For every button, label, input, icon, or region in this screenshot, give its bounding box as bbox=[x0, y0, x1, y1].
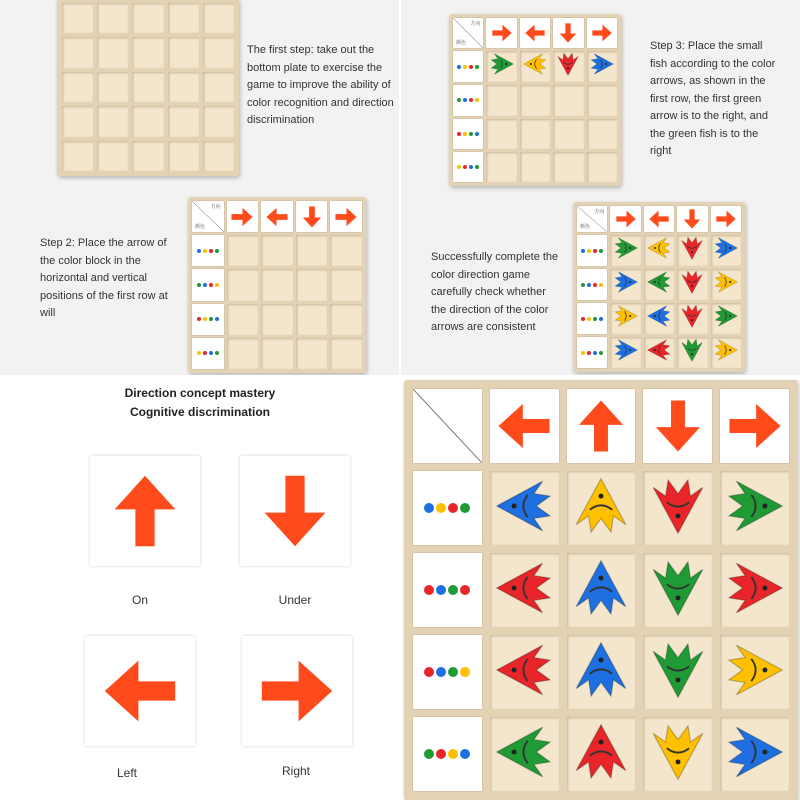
dot-yellow bbox=[197, 351, 201, 355]
corner-card bbox=[413, 389, 482, 463]
dot-red bbox=[587, 351, 591, 355]
board-cell bbox=[227, 235, 259, 266]
direction-card bbox=[720, 389, 789, 463]
color-dots bbox=[424, 585, 470, 595]
direction-card bbox=[643, 389, 712, 463]
fish-piece-green bbox=[724, 475, 786, 542]
right-arrow-card bbox=[242, 636, 352, 746]
color-dots bbox=[581, 317, 603, 321]
direction-card bbox=[486, 18, 516, 48]
board-cell bbox=[261, 338, 293, 369]
board-cell bbox=[227, 304, 259, 335]
color-card bbox=[453, 119, 483, 149]
board-cell bbox=[643, 717, 712, 791]
dot-blue bbox=[593, 351, 597, 355]
dot-red bbox=[469, 98, 473, 102]
fish-piece-red bbox=[679, 269, 705, 300]
dot-blue bbox=[215, 317, 219, 321]
arrow-down-icon bbox=[649, 397, 707, 455]
fish-piece-yellow bbox=[724, 639, 786, 706]
color-dots bbox=[197, 351, 219, 355]
down-arrow-card bbox=[240, 456, 350, 566]
dot-yellow bbox=[203, 317, 207, 321]
dot-green bbox=[599, 249, 603, 253]
color-card bbox=[577, 303, 607, 334]
fish-piece-red bbox=[679, 235, 705, 266]
dot-blue bbox=[463, 98, 467, 102]
dot-red bbox=[593, 283, 597, 287]
dot-red bbox=[424, 667, 434, 677]
board-cell bbox=[677, 303, 707, 334]
board-cell bbox=[490, 471, 559, 545]
empty-board bbox=[57, 0, 239, 176]
arrow-up-icon bbox=[572, 397, 630, 455]
fish-piece-blue bbox=[570, 639, 632, 706]
fish-piece-red bbox=[647, 475, 709, 542]
board-cell bbox=[203, 37, 234, 67]
board-cell bbox=[711, 269, 741, 300]
dot-yellow bbox=[463, 132, 467, 136]
board-cell bbox=[62, 37, 93, 67]
dot-green bbox=[599, 351, 603, 355]
board-cell bbox=[553, 85, 583, 115]
left-arrow-card bbox=[85, 636, 195, 746]
arrow-right-icon bbox=[334, 205, 358, 229]
board-cell bbox=[643, 553, 712, 627]
fish-piece-blue bbox=[713, 235, 739, 266]
color-dots bbox=[581, 283, 603, 287]
board-cell bbox=[330, 235, 362, 266]
dot-green bbox=[460, 503, 470, 513]
color-card bbox=[577, 235, 607, 266]
step-one-caption: The first step: take out the bottom plate to exercise the game to improve the ability of color recognition and direction discrimination bbox=[247, 44, 394, 126]
dot-yellow bbox=[581, 351, 585, 355]
color-card bbox=[413, 635, 482, 709]
dot-blue bbox=[424, 503, 434, 513]
dot-green bbox=[215, 351, 219, 355]
color-dots bbox=[197, 249, 219, 253]
color-card bbox=[192, 338, 224, 369]
dot-green bbox=[448, 667, 458, 677]
color-card bbox=[413, 471, 482, 545]
fish-piece-yellow bbox=[613, 303, 639, 334]
fish-piece-red bbox=[493, 639, 555, 706]
board-cell bbox=[62, 106, 93, 136]
fish-piece-blue bbox=[724, 721, 786, 788]
corner-label-color: 颜色 bbox=[456, 40, 467, 47]
arrow-right-icon bbox=[491, 22, 513, 44]
board-cell bbox=[677, 337, 707, 368]
arrow-right-icon bbox=[230, 205, 254, 229]
board-cell bbox=[132, 106, 163, 136]
color-card bbox=[192, 269, 224, 300]
arrow-right-icon bbox=[726, 397, 784, 455]
dot-green bbox=[424, 749, 434, 759]
board-cell bbox=[227, 338, 259, 369]
board-cell bbox=[203, 106, 234, 136]
board-cell bbox=[520, 119, 550, 149]
dot-blue bbox=[581, 249, 585, 253]
fish-piece-red bbox=[555, 51, 581, 82]
dot-red bbox=[593, 249, 597, 253]
arrow-down-icon bbox=[255, 471, 335, 551]
board-cell bbox=[168, 37, 199, 67]
board-cell bbox=[720, 717, 789, 791]
fish-piece-green bbox=[646, 269, 672, 300]
board-cell bbox=[203, 141, 234, 171]
board-cell bbox=[296, 235, 328, 266]
board-cell bbox=[330, 304, 362, 335]
board-cell bbox=[261, 304, 293, 335]
dot-blue bbox=[197, 249, 201, 253]
direction-card bbox=[677, 206, 707, 232]
dot-yellow bbox=[587, 317, 591, 321]
dot-yellow bbox=[215, 283, 219, 287]
board-cell bbox=[553, 51, 583, 82]
step-three-board bbox=[449, 14, 621, 186]
dot-red bbox=[463, 165, 467, 169]
board-cell bbox=[720, 635, 789, 709]
corner-card bbox=[577, 206, 607, 232]
board-cell bbox=[677, 235, 707, 266]
fish-piece-yellow bbox=[647, 721, 709, 788]
board-cell bbox=[97, 37, 128, 67]
board-cell bbox=[132, 141, 163, 171]
board-cell bbox=[168, 72, 199, 102]
board-cell bbox=[296, 338, 328, 369]
dot-blue bbox=[460, 749, 470, 759]
board-cell bbox=[62, 141, 93, 171]
dot-yellow bbox=[460, 667, 470, 677]
direction-card bbox=[296, 201, 328, 232]
fish-piece-yellow bbox=[713, 337, 739, 368]
dot-blue bbox=[436, 667, 446, 677]
board-cell bbox=[587, 85, 617, 115]
board-cell bbox=[330, 338, 362, 369]
corner-label-direction: 方向 bbox=[210, 204, 221, 210]
board-cell bbox=[644, 235, 674, 266]
fish-piece-yellow bbox=[522, 51, 548, 82]
dot-red bbox=[469, 65, 473, 69]
dot-blue bbox=[475, 132, 479, 136]
board-cell bbox=[490, 553, 559, 627]
board-cell bbox=[62, 72, 93, 102]
color-card bbox=[413, 553, 482, 627]
board-cell bbox=[711, 303, 741, 334]
board-cell bbox=[643, 635, 712, 709]
corner-label-color: 颜色 bbox=[195, 224, 206, 231]
step-three-caption: Step 3: Place the small fish according to the color arrows, as shown in the first row, the first green arrow is to the right, and the green fish is to the right bbox=[650, 40, 776, 157]
fish-piece-yellow bbox=[570, 475, 632, 542]
dot-green bbox=[197, 283, 201, 287]
board-cell bbox=[567, 553, 636, 627]
board-cell bbox=[486, 85, 516, 115]
board-cell bbox=[486, 119, 516, 149]
board-cell bbox=[168, 106, 199, 136]
dot-yellow bbox=[203, 249, 207, 253]
dot-blue bbox=[587, 283, 591, 287]
fish-piece-red bbox=[679, 303, 705, 334]
arrow-left-icon bbox=[648, 208, 670, 230]
dot-red bbox=[581, 317, 585, 321]
dot-green bbox=[475, 65, 479, 69]
color-card bbox=[192, 304, 224, 335]
fish-piece-red bbox=[646, 337, 672, 368]
color-dots bbox=[424, 667, 470, 677]
corner-card bbox=[192, 201, 224, 232]
dot-green bbox=[581, 283, 585, 287]
dot-red bbox=[209, 283, 213, 287]
board-cell bbox=[567, 635, 636, 709]
fish-piece-red bbox=[570, 721, 632, 788]
board-cell bbox=[644, 269, 674, 300]
board-cell bbox=[97, 72, 128, 102]
color-dots bbox=[581, 351, 603, 355]
fish-piece-green bbox=[647, 557, 709, 624]
dot-yellow bbox=[463, 65, 467, 69]
direction-card bbox=[227, 201, 259, 232]
direction-card bbox=[553, 18, 583, 48]
board-cell bbox=[203, 3, 234, 33]
dot-red bbox=[209, 249, 213, 253]
board-cell bbox=[261, 269, 293, 300]
fish-piece-yellow bbox=[646, 235, 672, 266]
board-cell bbox=[203, 72, 234, 102]
arrow-down-icon bbox=[681, 208, 703, 230]
board-cell bbox=[644, 303, 674, 334]
board-cell bbox=[610, 269, 640, 300]
dot-blue bbox=[203, 283, 207, 287]
dot-red bbox=[203, 351, 207, 355]
board-cell bbox=[168, 3, 199, 33]
board-cell bbox=[520, 152, 550, 182]
dot-yellow bbox=[599, 283, 603, 287]
fish-piece-green bbox=[493, 721, 555, 788]
board-cell bbox=[643, 471, 712, 545]
vertical-divider bbox=[399, 0, 401, 375]
board-cell bbox=[296, 304, 328, 335]
panel-step-one-two bbox=[0, 0, 399, 375]
color-card bbox=[453, 85, 483, 115]
dot-green bbox=[448, 585, 458, 595]
board-cell bbox=[486, 152, 516, 182]
board-cell bbox=[132, 37, 163, 67]
board-cell bbox=[720, 471, 789, 545]
dot-blue bbox=[209, 351, 213, 355]
dot-red bbox=[436, 749, 446, 759]
concept-title-line-1: Direction concept mastery bbox=[124, 386, 276, 400]
board-cell bbox=[490, 717, 559, 791]
board-cell bbox=[520, 51, 550, 82]
up-arrow-card bbox=[90, 456, 200, 566]
board-cell bbox=[296, 269, 328, 300]
dot-red bbox=[460, 585, 470, 595]
board-cell bbox=[720, 553, 789, 627]
left-label: Left bbox=[116, 766, 137, 780]
step-two-board bbox=[188, 197, 366, 373]
step-four-caption: Successfully complete the color direction game carefully check whether the direction of the color arrows are consistent bbox=[431, 251, 559, 333]
corner-label-color: 颜色 bbox=[580, 224, 591, 230]
dot-blue bbox=[469, 165, 473, 169]
board-cell bbox=[490, 635, 559, 709]
corner-card bbox=[453, 18, 483, 48]
step-two-caption: Step 2: Place the arrow of the color block in the horizontal and vertical positions of the first row at will bbox=[40, 237, 168, 319]
color-dots bbox=[197, 317, 219, 321]
fish-piece-green bbox=[647, 639, 709, 706]
board-cell bbox=[587, 152, 617, 182]
dot-yellow bbox=[475, 98, 479, 102]
direction-card bbox=[587, 18, 617, 48]
color-dots bbox=[457, 165, 479, 169]
color-card bbox=[453, 152, 483, 182]
dot-blue bbox=[599, 317, 603, 321]
direction-card bbox=[520, 18, 550, 48]
fish-piece-green bbox=[679, 337, 705, 368]
fish-piece-blue bbox=[613, 269, 639, 300]
arrow-down-icon bbox=[300, 205, 324, 229]
dot-yellow bbox=[457, 165, 461, 169]
board-cell bbox=[97, 141, 128, 171]
dot-blue bbox=[457, 65, 461, 69]
board-cell bbox=[520, 85, 550, 115]
board-cell bbox=[610, 337, 640, 368]
board-cell bbox=[132, 3, 163, 33]
board-cell bbox=[97, 3, 128, 33]
color-dots bbox=[457, 132, 479, 136]
arrow-left-icon bbox=[100, 651, 180, 731]
board-cell bbox=[610, 303, 640, 334]
board-cell bbox=[610, 235, 640, 266]
up-label: On bbox=[131, 593, 148, 607]
fish-piece-blue bbox=[493, 475, 555, 542]
board-cell bbox=[677, 269, 707, 300]
board-cell bbox=[644, 337, 674, 368]
dot-green bbox=[457, 98, 461, 102]
board-cell bbox=[553, 119, 583, 149]
dot-blue bbox=[436, 585, 446, 595]
direction-card bbox=[567, 389, 636, 463]
panel-completed-board bbox=[400, 378, 800, 800]
fish-piece-blue bbox=[589, 51, 615, 82]
color-dots bbox=[197, 283, 219, 287]
arrow-down-icon bbox=[557, 22, 579, 44]
panel-step-three-four bbox=[401, 0, 800, 375]
arrow-left-icon bbox=[495, 397, 553, 455]
board-cell bbox=[587, 119, 617, 149]
fish-piece-blue bbox=[613, 337, 639, 368]
down-label: Under bbox=[278, 593, 312, 607]
arrow-right-icon bbox=[715, 208, 737, 230]
concept-title-line-2: Cognitive discrimination bbox=[129, 405, 270, 419]
board-cell bbox=[587, 51, 617, 82]
color-card bbox=[413, 717, 482, 791]
dot-green bbox=[469, 132, 473, 136]
color-dots bbox=[424, 749, 470, 759]
fish-piece-red bbox=[493, 557, 555, 624]
arrow-left-icon bbox=[524, 22, 546, 44]
board-cell bbox=[330, 269, 362, 300]
board-cell bbox=[62, 3, 93, 33]
color-dots bbox=[457, 65, 479, 69]
fish-piece-green bbox=[713, 303, 739, 334]
board-cell bbox=[567, 471, 636, 545]
arrow-right-icon bbox=[257, 651, 337, 731]
fish-piece-blue bbox=[570, 557, 632, 624]
horizontal-divider bbox=[0, 375, 800, 378]
board-cell bbox=[261, 235, 293, 266]
fish-piece-blue bbox=[646, 303, 672, 334]
dot-green bbox=[475, 165, 479, 169]
direction-card bbox=[711, 206, 741, 232]
direction-card bbox=[610, 206, 640, 232]
fish-piece-green bbox=[613, 235, 639, 266]
dot-yellow bbox=[436, 503, 446, 513]
dot-red bbox=[457, 132, 461, 136]
color-dots bbox=[457, 98, 479, 102]
arrow-up-icon bbox=[105, 471, 185, 551]
direction-card bbox=[490, 389, 559, 463]
board-cell bbox=[711, 235, 741, 266]
board-cell bbox=[227, 269, 259, 300]
color-card bbox=[192, 235, 224, 266]
board-cell bbox=[567, 717, 636, 791]
board-cell bbox=[486, 51, 516, 82]
dot-red bbox=[448, 503, 458, 513]
step-four-board bbox=[573, 202, 745, 372]
completed-board bbox=[404, 380, 798, 800]
board-cell bbox=[97, 106, 128, 136]
corner-label-direction: 方向 bbox=[594, 209, 605, 215]
color-card bbox=[577, 337, 607, 368]
board-cell bbox=[553, 152, 583, 182]
arrow-right-icon bbox=[591, 22, 613, 44]
board-cell bbox=[132, 72, 163, 102]
fish-piece-yellow bbox=[713, 269, 739, 300]
corner-label-direction: 方向 bbox=[470, 21, 481, 27]
direction-card bbox=[644, 206, 674, 232]
color-dots bbox=[424, 503, 470, 513]
dot-red bbox=[197, 317, 201, 321]
fish-piece-green bbox=[489, 51, 515, 82]
arrow-left-icon bbox=[265, 205, 289, 229]
color-card bbox=[453, 51, 483, 82]
board-cell bbox=[711, 337, 741, 368]
fish-piece-red bbox=[724, 557, 786, 624]
dot-green bbox=[209, 317, 213, 321]
dot-yellow bbox=[448, 749, 458, 759]
dot-yellow bbox=[587, 249, 591, 253]
arrow-right-icon bbox=[615, 208, 637, 230]
color-card bbox=[577, 269, 607, 300]
color-dots bbox=[581, 249, 603, 253]
board-cell bbox=[168, 141, 199, 171]
panel-direction-concepts bbox=[0, 378, 400, 800]
right-label: Right bbox=[281, 764, 310, 778]
dot-green bbox=[215, 249, 219, 253]
direction-card bbox=[330, 201, 362, 232]
dot-green bbox=[593, 317, 597, 321]
dot-red bbox=[424, 585, 434, 595]
direction-card bbox=[261, 201, 293, 232]
